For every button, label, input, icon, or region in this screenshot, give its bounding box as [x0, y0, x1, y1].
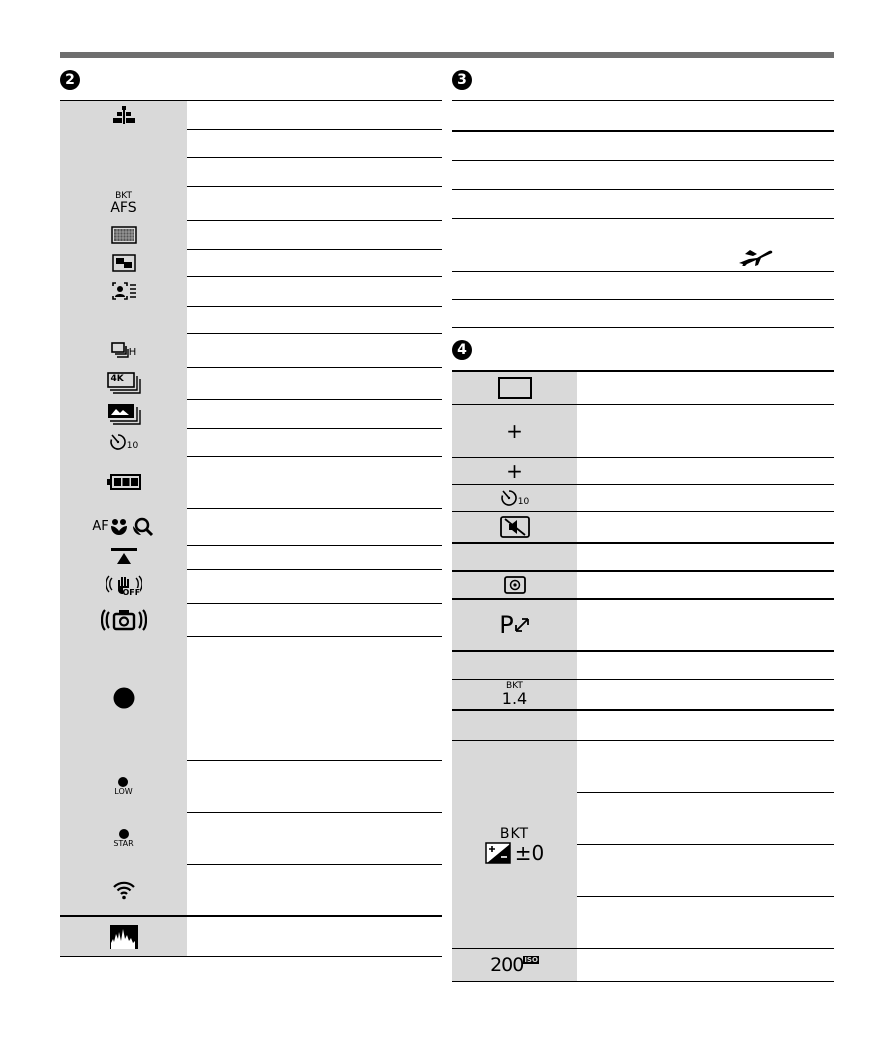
table-row: [452, 711, 834, 741]
bkt-label: BKT: [499, 825, 530, 842]
table-row: [60, 220, 442, 250]
table-row: [452, 741, 834, 949]
table-row: [60, 456, 442, 509]
metering-icon: [504, 576, 526, 594]
sub-row-divider: [577, 844, 834, 845]
battery-icon: [107, 474, 141, 490]
section-4-table: [452, 370, 834, 984]
table-row: [452, 160, 834, 190]
4k-photo-icon: [107, 372, 141, 394]
exposure-comp-icon: [485, 826, 544, 864]
afs-label: AFS: [110, 199, 137, 216]
iso-icon: [490, 954, 539, 976]
airplane-icon: [737, 246, 773, 266]
low-label: LOW: [114, 786, 133, 796]
burst-h-label: H: [128, 347, 137, 358]
table-row: [60, 333, 442, 368]
table-row: [60, 812, 442, 865]
section-3-table: [452, 100, 834, 330]
focus-distance-icon: [110, 548, 138, 566]
section-4-number: 4: [452, 340, 472, 360]
histogram-icon: [110, 925, 138, 949]
table-row: [60, 399, 442, 429]
table-row: [452, 405, 834, 458]
plus-icon: +: [506, 459, 523, 483]
focus-area-icon: [111, 226, 137, 244]
section-2-table: [60, 100, 442, 957]
table-row: [60, 428, 442, 457]
frame-icon: [498, 377, 532, 399]
iso-badge: ISO: [524, 956, 538, 964]
timer-10-label: 10: [517, 497, 530, 507]
table-row: [452, 132, 834, 161]
table-row: [452, 218, 834, 272]
table-row: [60, 508, 442, 546]
table-row: [452, 372, 834, 405]
table-row: [60, 917, 442, 957]
table-row: [452, 949, 834, 982]
table-row: [452, 101, 834, 132]
table-row: [60, 306, 442, 334]
mute-icon: [500, 516, 530, 538]
record-low-icon: [114, 777, 132, 796]
4k-label: 4K: [110, 374, 124, 384]
table-row: [452, 271, 834, 300]
table-row: [60, 569, 442, 604]
table-row: [60, 276, 442, 307]
sub-row-divider: [577, 792, 834, 793]
aperture-value: 1.4: [501, 689, 528, 708]
table-row: [60, 603, 442, 637]
table-row: [452, 512, 834, 544]
table-row: [60, 545, 442, 570]
top-divider-bar: [60, 52, 834, 58]
section-3-number: 3: [452, 70, 472, 90]
table-row: [60, 367, 442, 400]
wifi-icon: [112, 880, 136, 900]
bkt-label: BKT: [506, 681, 523, 691]
bkt-label: BKT: [115, 190, 132, 201]
post-focus-icon: [107, 403, 141, 425]
exposure-value: ±0: [514, 840, 545, 865]
table-row: [60, 249, 442, 277]
off-label: OFF: [122, 588, 141, 597]
self-timer-10-icon: [500, 489, 529, 507]
table-row: [452, 652, 834, 680]
table-row: [452, 485, 834, 512]
pinpoint-af-icon: [112, 254, 136, 272]
record-star-icon: [113, 829, 133, 848]
af-label: AF: [92, 519, 109, 534]
table-row: [60, 157, 442, 187]
table-row: [60, 101, 442, 130]
shake-alert-icon: [101, 608, 147, 632]
table-row: [452, 572, 834, 600]
table-row: [452, 458, 834, 485]
bkt-afs-icon: [110, 192, 136, 215]
table-row: [60, 636, 442, 761]
table-row: [452, 544, 834, 572]
stabilizer-off-icon: [106, 574, 142, 598]
table-row: [452, 189, 834, 219]
table-row: [452, 299, 834, 328]
timer-10-label: 10: [126, 441, 139, 451]
burst-h-icon: [111, 342, 137, 358]
record-dot-icon: [113, 687, 135, 709]
bkt-aperture-icon: [502, 682, 527, 707]
exposure-meter-icon: [111, 106, 137, 124]
section-2-number: 2: [60, 70, 80, 90]
table-row: [60, 186, 442, 221]
table-row: [452, 680, 834, 711]
program-shift-icon: [499, 613, 529, 637]
table-row: [452, 600, 834, 652]
plus-icon: +: [506, 419, 523, 443]
self-timer-10-icon: [109, 433, 138, 451]
table-row: [60, 129, 442, 158]
star-label: STAR: [113, 838, 134, 848]
iso-value: 200: [490, 954, 524, 976]
table-row: [60, 760, 442, 813]
sub-row-divider: [577, 896, 834, 897]
face-detection-icon: [111, 281, 137, 301]
p-label: P: [499, 611, 514, 639]
table-row: [60, 864, 442, 917]
af-macro-icon: [92, 516, 154, 538]
